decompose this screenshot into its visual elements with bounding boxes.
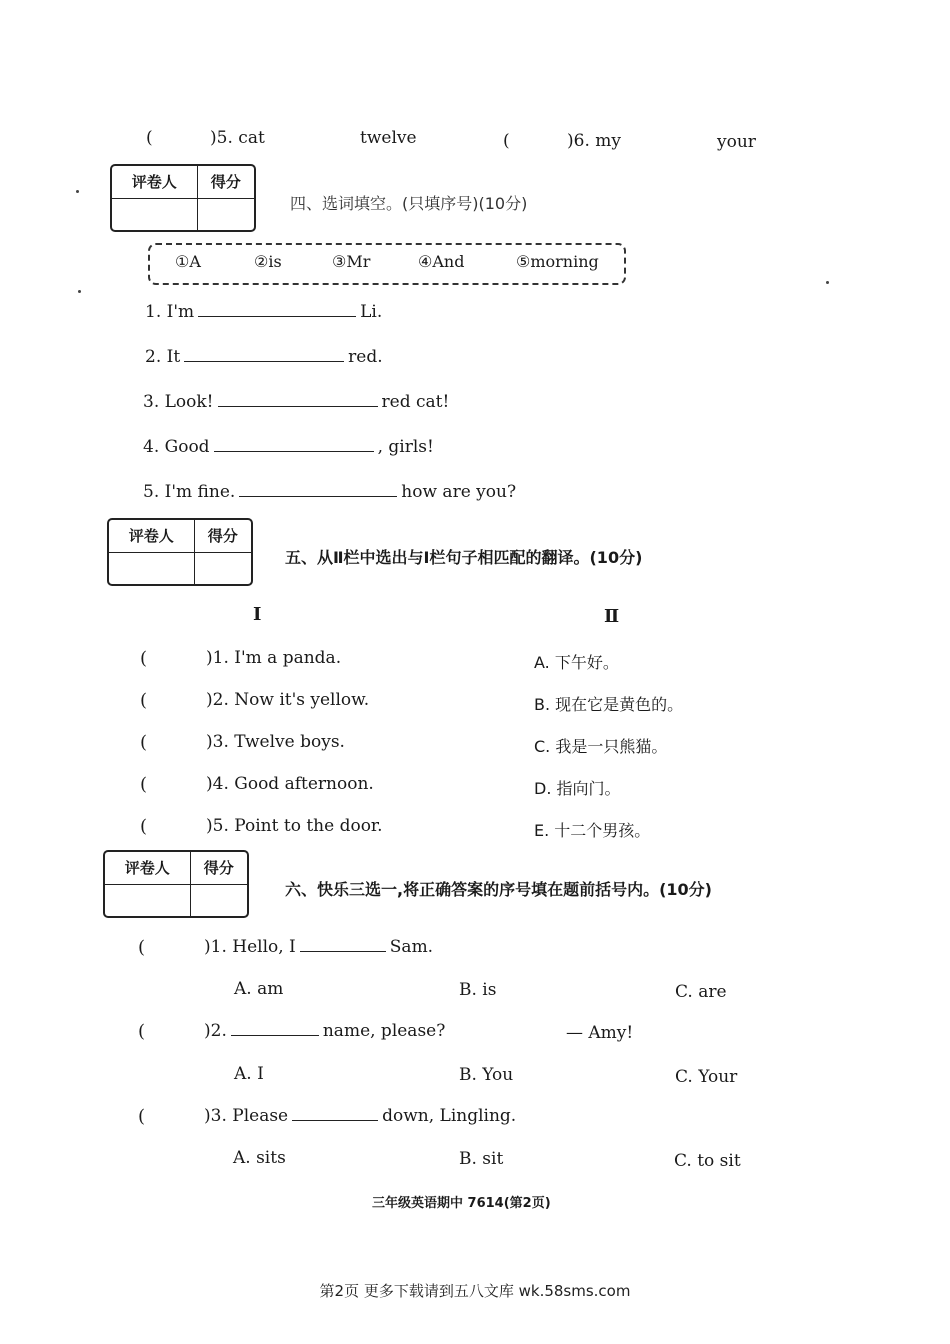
match-left: )1. I'm a panda. [206,648,342,668]
question-1 [204,937,433,957]
option-c: C. to sit [674,1151,741,1171]
match-left: )5. Point to the door. [206,816,383,836]
option-a: A. sits [233,1148,286,1168]
section4-title: 四、选词填空。(只填序号)(10分) [290,194,528,213]
section4-item [143,482,516,502]
question-2 [204,1021,445,1041]
score-box-section4 [110,164,256,232]
item-text: 5. I'm fine. [143,482,236,502]
top-row-q5-word: twelve [360,128,417,148]
question-text: Sam. [389,937,434,957]
top-row-q6 [503,131,621,151]
grader-label: 评卷人 [112,166,197,198]
answer-blank[interactable] [231,1035,319,1036]
page-footer: 三年级英语期中 7614(第2页) [372,1196,551,1211]
answer-paren[interactable]: ( [140,690,148,711]
paren: ( [146,128,153,148]
option-b: B. You [459,1065,514,1085]
question-3 [204,1106,516,1126]
word-bank-item: ②is [254,252,282,271]
answer-reply: — Amy! [566,1023,634,1043]
word-bank-item: ⑤morning [516,252,599,271]
answer-blank[interactable] [184,361,344,362]
section5-title: 五、从Ⅱ栏中选出与Ⅰ栏句子相匹配的翻译。(10分) [285,548,643,567]
score-cell[interactable] [197,198,254,230]
section6-title: 六、快乐三选一,将正确答案的序号填在题前括号内。(10分) [285,880,712,899]
answer-blank[interactable] [239,496,397,497]
answer-paren[interactable]: ( [140,648,148,669]
option-b: B. sit [459,1149,504,1169]
column-header-1: Ⅰ [253,604,262,625]
scan-speck [78,290,81,293]
match-right: D. 指向门。 [534,779,621,798]
option-b: B. is [459,980,497,1000]
question-text: )3. Please [204,1106,289,1126]
item-text: 4. Good [143,437,210,457]
item-text: how are you? [401,482,517,502]
match-left: )4. Good afternoon. [206,774,374,794]
item-text: red cat! [381,392,450,412]
answer-paren[interactable]: ( [138,1021,146,1042]
match-left: )3. Twelve boys. [206,732,345,752]
answer-blank[interactable] [292,1120,378,1121]
match-right: C. 我是一只熊猫。 [534,737,668,756]
section4-item [145,302,382,322]
section4-item [143,392,449,412]
word-bank-item: ④And [418,252,465,271]
question-label: )5. cat [210,128,265,148]
question-text: )2. [204,1021,227,1041]
grader-cell[interactable] [112,198,197,230]
question-label: )6. my [567,131,622,151]
column-header-2: Ⅱ [604,606,620,627]
item-text: 1. I'm [145,302,195,322]
answer-paren[interactable]: ( [138,937,146,958]
section4-item [145,347,383,367]
top-row-q6-word: your [717,132,756,152]
grader-cell[interactable] [109,552,194,584]
grader-cell[interactable] [105,884,190,916]
answer-blank[interactable] [300,951,386,952]
match-right: A. 下午好。 [534,653,619,672]
option-c: C. are [675,982,727,1002]
answer-paren[interactable]: ( [138,1106,146,1127]
word-bank-item: ①A [175,252,201,271]
match-right: E. 十二个男孩。 [534,821,651,840]
option-a: A. am [234,979,284,999]
scan-speck [76,190,79,193]
match-right: B. 现在它是黄色的。 [534,695,684,714]
item-text: Li. [360,302,383,322]
grader-label: 评卷人 [105,852,190,884]
question-text: down, Lingling. [382,1106,517,1126]
score-label: 得分 [194,520,251,552]
option-c: C. Your [675,1067,738,1087]
top-row-q5 [146,128,265,148]
grader-label: 评卷人 [109,520,194,552]
download-watermark: 第2页 更多下载请到五八文库 wk.58sms.com [319,1282,631,1300]
word-bank-item: ③Mr [332,252,371,271]
score-box-section5 [107,518,253,586]
item-text: , girls! [377,437,434,457]
item-text: red. [348,347,383,367]
paren: ( [503,131,510,151]
score-cell[interactable] [190,884,247,916]
answer-paren[interactable]: ( [140,774,148,795]
scan-speck [826,281,829,284]
score-label: 得分 [190,852,247,884]
question-text: name, please? [322,1021,446,1041]
match-left: )2. Now it's yellow. [206,690,370,710]
score-cell[interactable] [194,552,251,584]
item-text: 2. It [145,347,181,367]
word-bank [148,243,626,285]
option-a: A. I [234,1064,264,1084]
answer-blank[interactable] [218,406,378,407]
answer-paren[interactable]: ( [140,732,148,753]
item-text: 3. Look! [143,392,214,412]
answer-blank[interactable] [198,316,356,317]
answer-blank[interactable] [214,451,374,452]
question-text: )1. Hello, I [204,937,296,957]
score-label: 得分 [197,166,254,198]
section4-item [143,437,434,457]
answer-paren[interactable]: ( [140,816,148,837]
score-box-section6 [103,850,249,918]
